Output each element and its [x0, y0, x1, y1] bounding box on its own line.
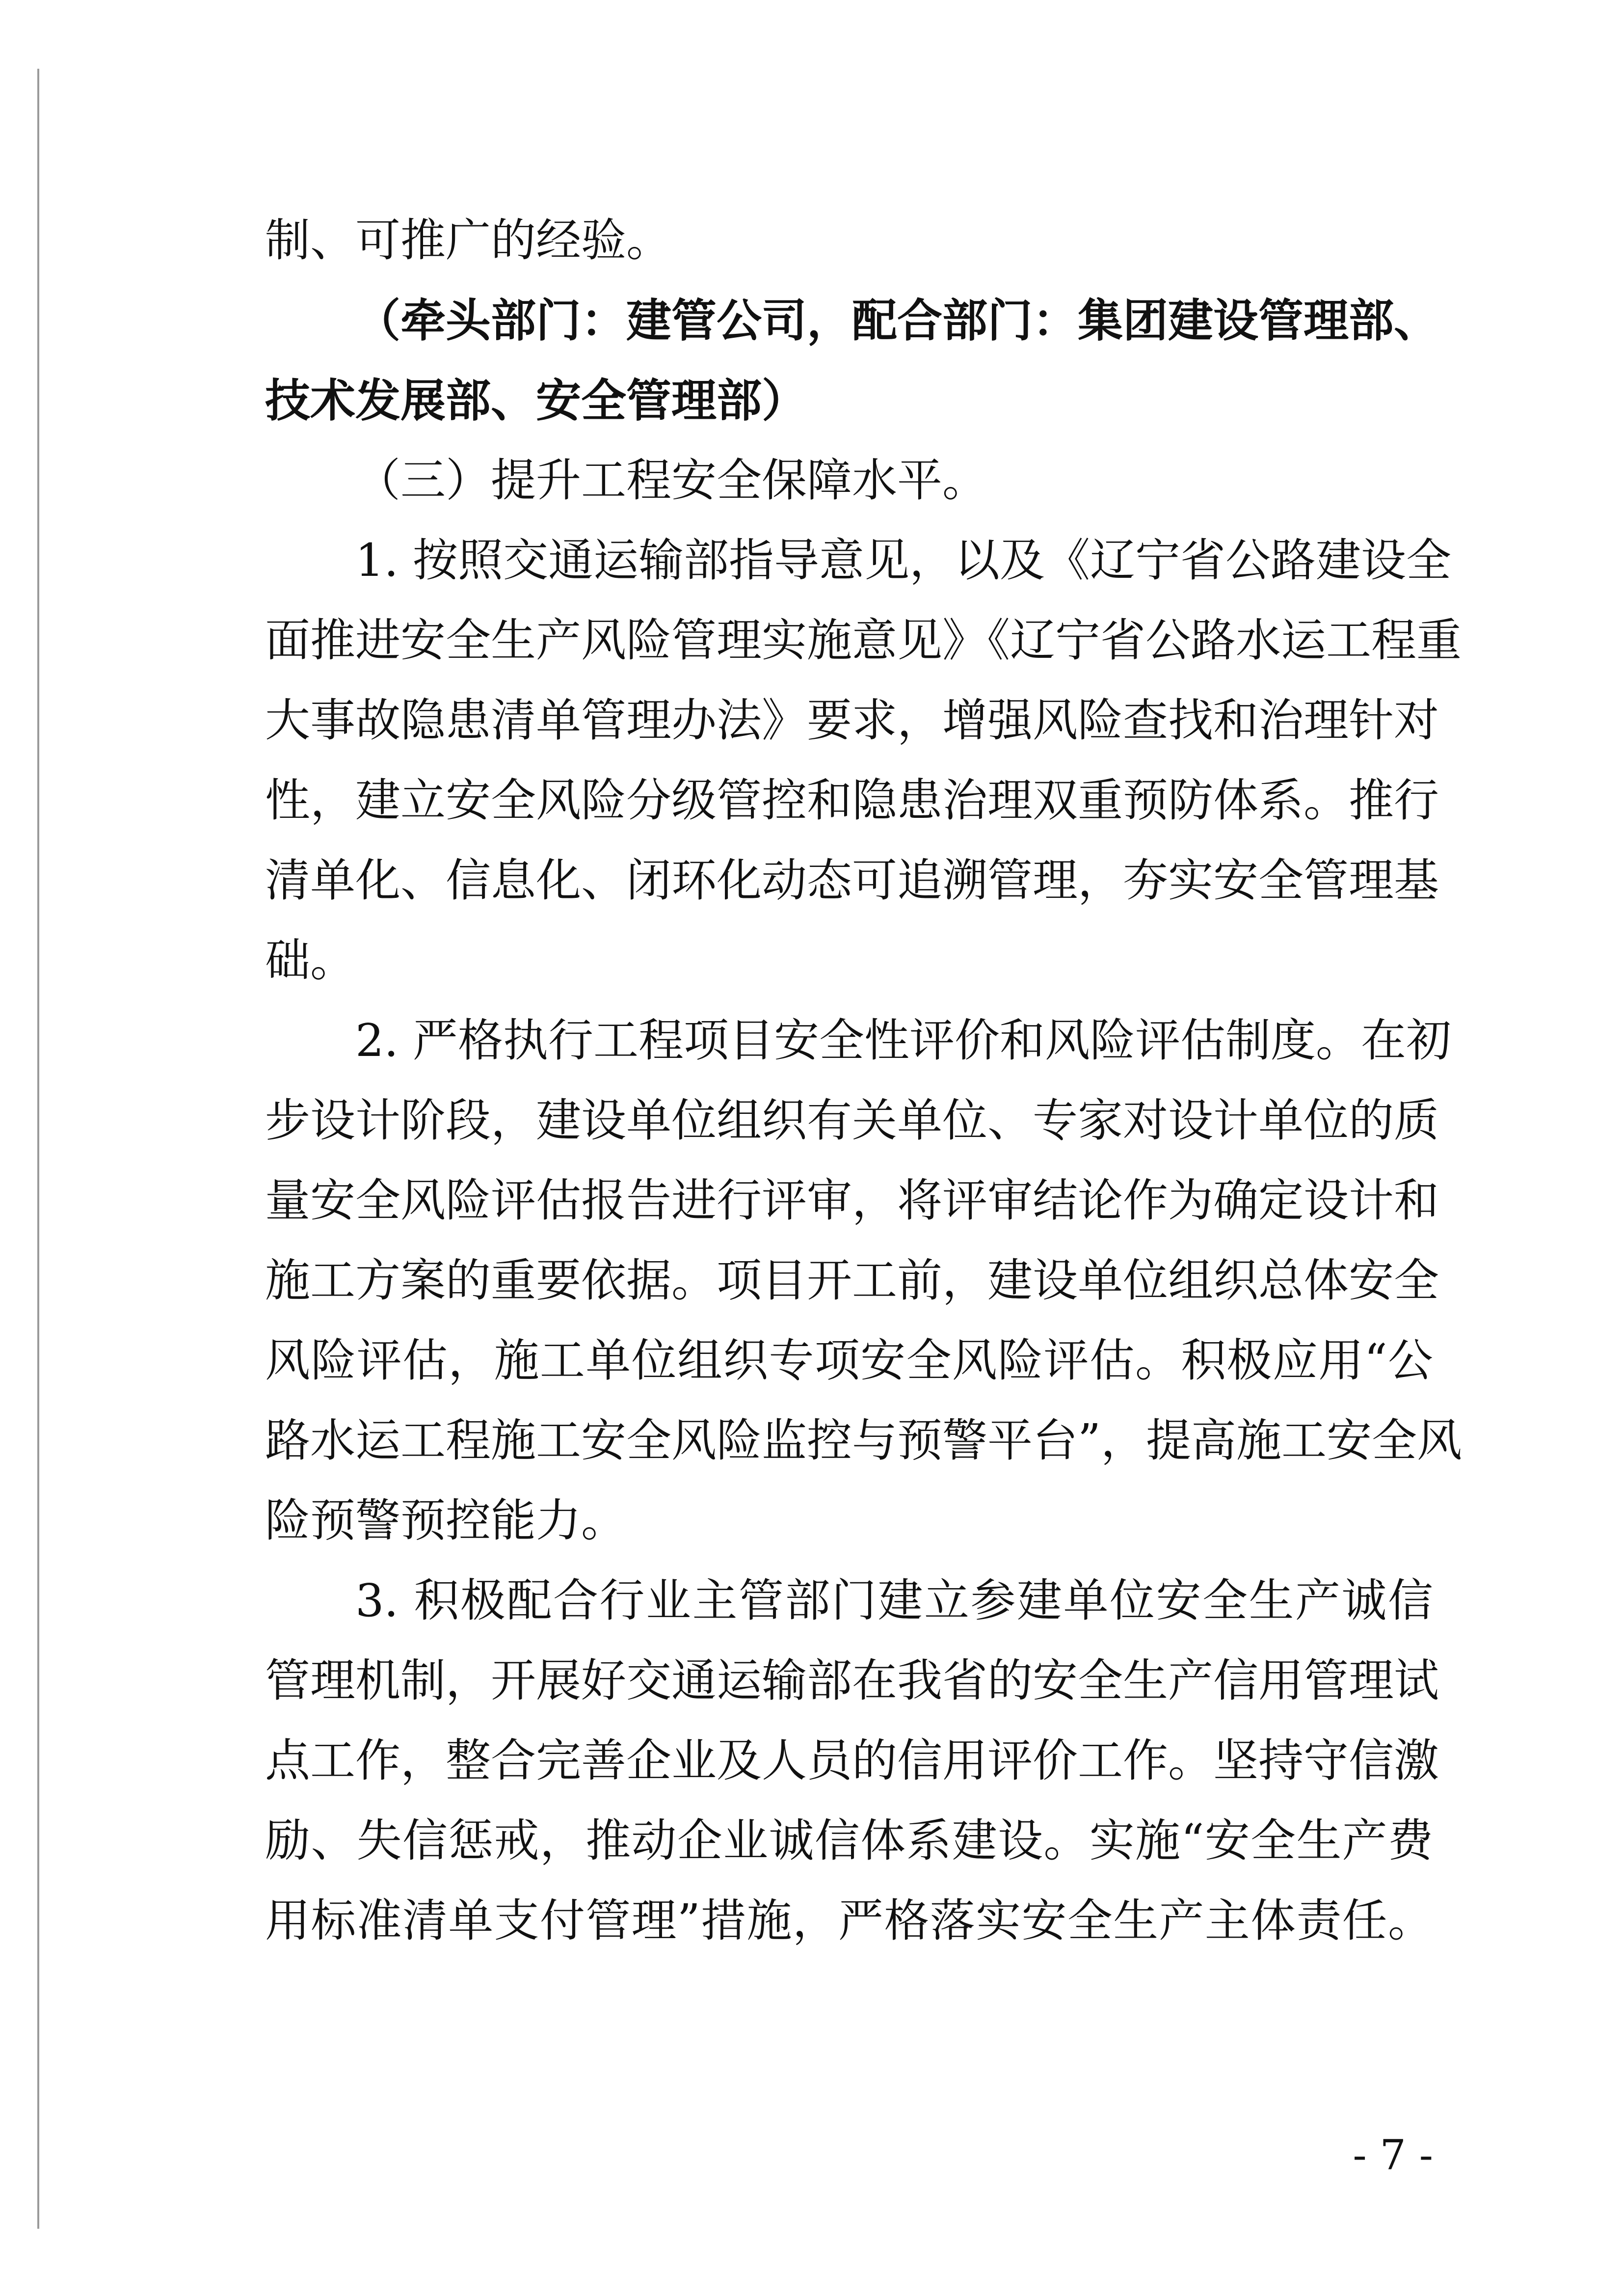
item-1-line-2: 面推进安全生产风险管理实施意见》《辽宁省公路水运工程重: [265, 614, 1462, 667]
page-number: - 7 -: [1353, 2131, 1433, 2179]
item-1-line-6: 础。: [265, 934, 356, 987]
item-1-line-5: 清单化、信息化、闭环化动态可追溯管理，夯实安全管理基: [265, 854, 1439, 907]
item-1-line-4: 性，建立安全风险分级管控和隐患治理双重预防体系。推行: [265, 774, 1439, 827]
lead-department-note-line-1: （牵头部门：建管公司，配合部门：集团建设管理部、: [355, 294, 1439, 347]
item-3-line-1: 3. 积极配合行业主管部门建立参建单位安全生产诚信: [355, 1574, 1433, 1627]
item-3-line-3: 点工作，整合完善企业及人员的信用评价工作。坚持守信激: [265, 1734, 1439, 1787]
item-2-line-1: 2. 严格执行工程项目安全性评价和风险评估制度。在初: [355, 1014, 1452, 1067]
item-2-line-4: 施工方案的重要依据。项目开工前，建设单位组织总体安全: [265, 1254, 1439, 1307]
lead-department-note-line-2: 技术发展部、安全管理部）: [265, 374, 807, 427]
item-2-line-6: 路水运工程施工安全风险监控与预警平台”，提高施工安全风: [265, 1414, 1463, 1467]
item-2-line-2: 步设计阶段，建设单位组织有关单位、专家对设计单位的质: [265, 1094, 1439, 1147]
item-2-line-3: 量安全风险评估报告进行评审，将评审结论作为确定设计和: [265, 1174, 1439, 1227]
binding-margin-line: [37, 69, 39, 2229]
section-heading: （三）提升工程安全保障水平。: [355, 454, 988, 507]
document-body: [265, 214, 1463, 1947]
item-2-line-5: 风险评估，施工单位组织专项安全风险评估。积极应用“公: [265, 1334, 1433, 1387]
item-3-line-5: 用标准清单支付管理”措施，严格落实安全生产主体责任。: [265, 1894, 1433, 1947]
item-2-line-7: 险预警预控能力。: [265, 1494, 627, 1547]
item-3-line-4: 励、失信惩戒，推动企业诚信体系建设。实施“安全生产费: [265, 1814, 1433, 1867]
item-1-line-1: 1. 按照交通运输部指导意见，以及《辽宁省公路建设全: [355, 534, 1452, 587]
item-3-line-2: 管理机制，开展好交通运输部在我省的安全生产信用管理试: [265, 1654, 1439, 1707]
item-1-line-3: 大事故隐患清单管理办法》要求，增强风险查找和治理针对: [265, 694, 1439, 747]
text-line-1: 制、可推广的经验。: [265, 214, 672, 267]
